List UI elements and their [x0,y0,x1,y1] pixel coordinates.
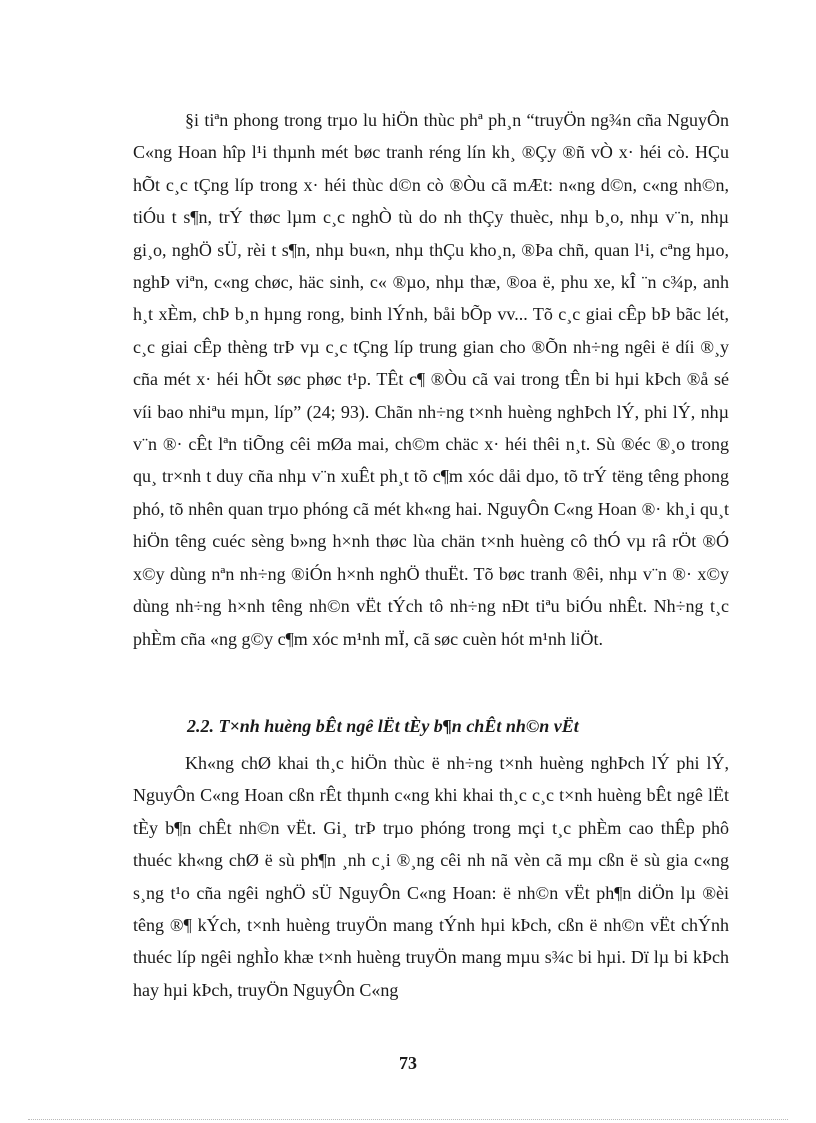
page-number: 73 [399,1053,417,1073]
page-bottom-rule [28,1119,788,1120]
body-paragraph: Kh«ng chØ khai th¸c hiÖn thùc ë nh÷ng t×nh huèng nghÞch lÝ phi lÝ, NguyÔn C«ng Hoan cßn rÊt thµnh c«ng khi khai th¸c c¸c t×nh huèng bÊt ngê lËt tÈy b¶n chÊt nh©n vËt. Gi¸ trÞ trµo phóng trong mçi t¸c phÈm cao thÊp phô thuéc kh«ng chØ ë sù ph¶n ¸nh c¸i ®¸ng cêi nh nã vèn cã mµ cßn ë sù gia c«ng s¸ng t¹o cña ngêi nghÖ sÜ NguyÔn C«ng Hoan: ë nh©n vËt ph¶n diÖn lµ ®èi têng ®¶ kÝch, t×nh huèng truyÖn mang tÝnh hµi kÞch, cßn ë nh©n vËt chÝnh thuéc líp ngêi nghÌo khæ t×nh huèng truyÖn mang mµu s¾c bi hµi. Dï lµ bi kÞch hay hµi kÞch, truyÖn NguyÔn C«ng [133,753,729,1000]
body-paragraph: §i tiªn phong trong trµo lu hiÖn thùc phª ph¸n “truyÖn ng¾n cña NguyÔn C«ng Hoan hîp l¹i thµnh mét bøc tranh réng lín kh¸ ®Çy ®ñ vÒ x· héi cò. HÇu hÕt c¸c tÇng líp trong x· héi thùc d©n cò ®Òu cã mÆt: n«ng d©n, c«ng nh©n, tiÓu t s¶n, trÝ thøc lµm c¸c nghÒ tù do nh thÇy thuèc, nhµ b¸o, nhµ v¨n, nhµ gi¸o, nghÖ sÜ, rèi t s¶n, nhµ bu«n, nhµ thÇu kho¸n, ®Þa chñ, quan l¹i, cªng hµo, nghÞ viªn, c«ng chøc, häc sinh, c« ®µo, nhµ thæ, ®oa ë, phu xe, kÎ ¨n c¾p, anh h¸t xÈm, chÞ b¸n hµng rong, binh lÝnh, båi bÕp vv... Tõ c¸c giai cÊp bÞ bãc lét, c¸c giai cÊp thèng trÞ vµ c¸c tÇng líp trung gian cho ®Õn nh÷ng ngêi ë díi ®¸y cña mét x· héi hÕt søc phøc t¹p. TÊt c¶ ®Òu cã vai trong tÊn bi hµi kÞch ®å sé víi bao nhiªu mµn, líp” (24; 93). Chãn nh÷ng t×nh huèng nghÞch lÝ, phi lÝ, nhµ v¨n ®· cÊt lªn tiÕng cêi mØa mai, ch©m chäc x· héi thêi n¸t. Sù ®éc ®¸o trong qu¸ tr×nh t duy cña nhµ v¨n xuÊt ph¸t tõ c¶m xóc dåi dµo, tõ trÝ tëng têng phong phó, tõ nhên quan trµo phóng cã mét kh«ng hai. NguyÔn C«ng Hoan ®· kh¸i qu¸t hiÖn têng cuéc sèng b»ng h×nh thøc lùa chän t×nh huèng cô thÓ vµ râ rÖt ®Ó x©y dùng nªn nh÷ng ®iÓn h×nh nghÖ thuËt. Tõ bøc tranh ®êi, nhµ v¨n ®· x©y dùng nh÷ng h×nh têng nh©n vËt tÝch tô nh÷ng nÐt tiªu biÓu nhÊt. Nh÷ng t¸c phÈm cña «ng g©y c¶m xóc m¹nh mÏ, cã søc cuèn hót m¹nh liÖt. [133,110,729,649]
section-heading: 2.2. T×nh huèng bÊt ngê lËt tÈy b¶n chÊt nh©n vËt [187,716,579,736]
